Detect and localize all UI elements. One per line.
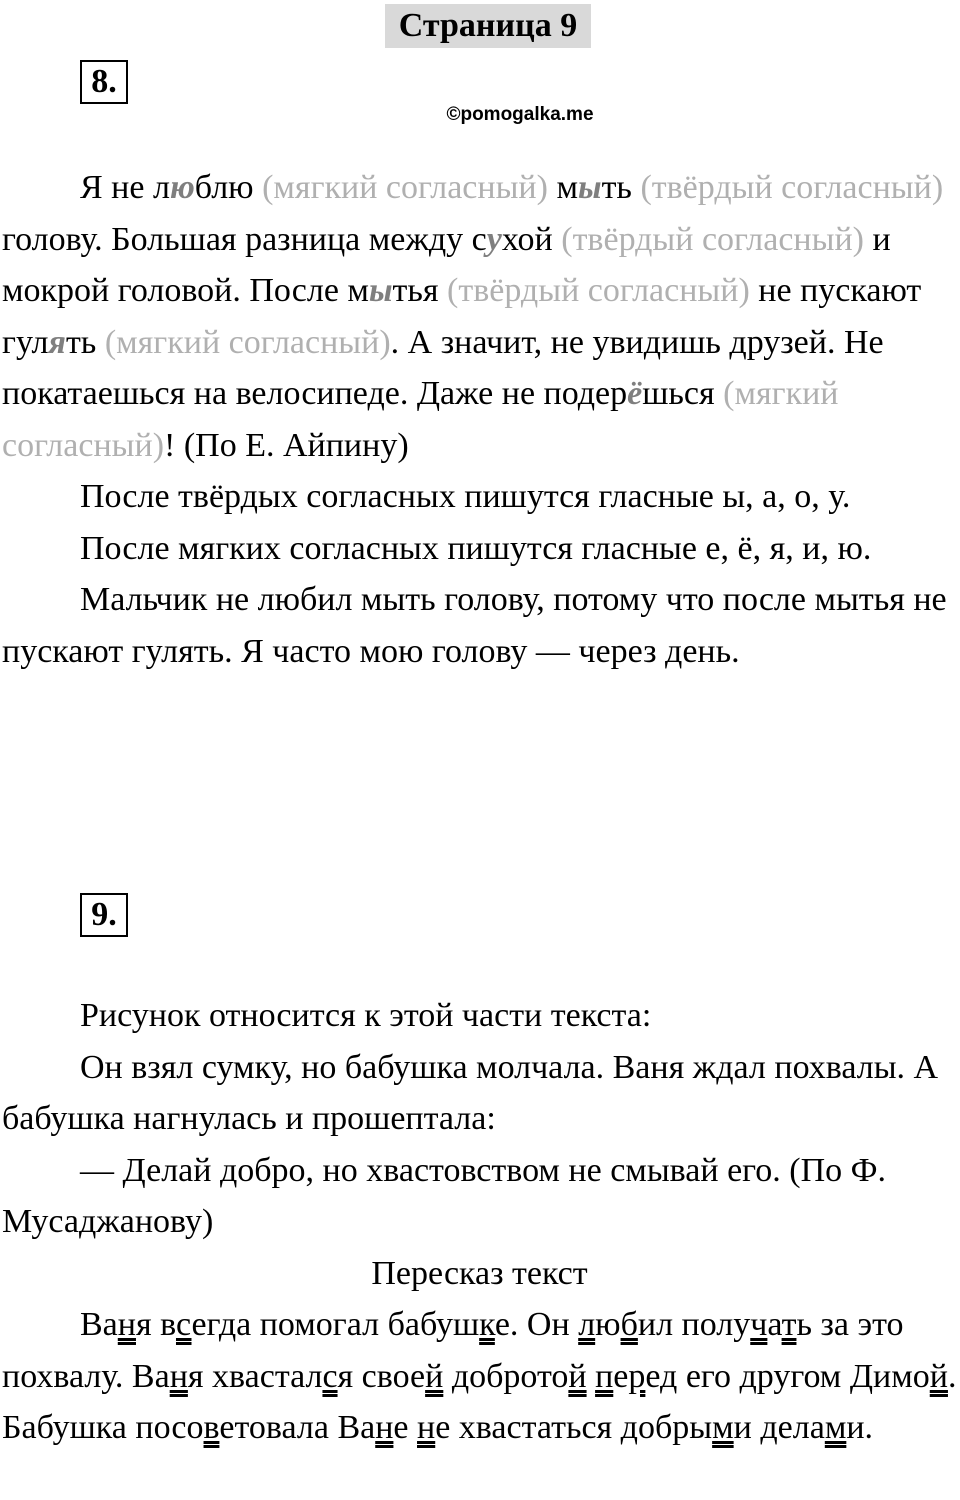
- highlighted-letter: ю: [169, 169, 195, 206]
- text: я свое: [337, 1357, 426, 1395]
- task-9-number: 9.: [80, 893, 128, 937]
- highlighted-letter: у: [486, 220, 502, 258]
- text: Ва: [80, 1306, 118, 1343]
- text: етовала Ва: [219, 1409, 376, 1446]
- underlined-letter: р: [628, 1357, 646, 1395]
- retell-paragraph: [2, 1299, 957, 1454]
- highlighted-letter: ы: [368, 272, 393, 309]
- task-8-number: 8.: [80, 60, 128, 104]
- task-9-text: [2, 990, 957, 1454]
- text: ела: [777, 1409, 825, 1446]
- page-title: Страница 9: [385, 4, 591, 48]
- text: е хвастаться добры: [435, 1409, 713, 1446]
- text: доброто: [443, 1357, 569, 1395]
- underlined-letter: н: [169, 1357, 188, 1395]
- text: ил полу: [637, 1306, 751, 1343]
- text: е: [613, 1357, 629, 1395]
- text: голову. Большая разница между с: [2, 220, 487, 258]
- text: . А значит, не увидишь друзей. Не покатаешься на велосипеде. Даже не подер: [2, 323, 884, 412]
- text: ь за это похвалу. Ва: [2, 1306, 904, 1395]
- text: ть: [601, 169, 641, 206]
- task-9-paragraph-1: Рисунок относится к этой части текста:: [80, 997, 652, 1034]
- text: е. Он: [494, 1306, 579, 1343]
- text: хой: [501, 220, 562, 258]
- note: (твёрдый согласный): [561, 220, 864, 258]
- task-8-paragraph-4: Мальчик не любил мыть голову, потому что после мытья не пускают гулять. Я часто мою голову — через день.: [2, 581, 947, 670]
- text: имо: [873, 1357, 930, 1395]
- note: (твёрдый согласный): [447, 272, 750, 309]
- text: ед его другом: [645, 1357, 850, 1395]
- highlighted-letter: ы: [577, 169, 602, 206]
- note: (мягкий согласный): [2, 375, 839, 464]
- note: (мягкий согласный): [262, 169, 548, 206]
- underlined-letter: н: [117, 1306, 136, 1343]
- note: (твёрдый согласный): [640, 169, 944, 206]
- highlighted-letter: ё: [627, 375, 643, 412]
- text: Я не л: [80, 169, 170, 206]
- text: блю: [194, 169, 263, 206]
- underlined-letter: в: [203, 1409, 220, 1446]
- text: егда помогал бабуш: [191, 1306, 480, 1343]
- text: и.: [846, 1409, 874, 1446]
- note: (мягкий согласный): [104, 323, 391, 361]
- highlighted-letter: я: [48, 323, 66, 361]
- underlined-letter: т: [781, 1306, 797, 1343]
- text: [587, 1358, 596, 1395]
- text: и: [733, 1409, 761, 1446]
- underlined-letter: й: [568, 1357, 587, 1395]
- task-8-text: [2, 162, 957, 677]
- text: ю: [595, 1306, 621, 1343]
- text: шься: [642, 375, 724, 412]
- text: а: [767, 1306, 782, 1343]
- underlined-letter: н: [417, 1409, 436, 1446]
- task-8-paragraph-3: После мягких согласных пишутся гласные е, ё, я, и, ю.: [80, 529, 872, 567]
- underlined-letter: м: [824, 1409, 847, 1446]
- text: тья: [392, 272, 448, 309]
- text: и мокрой головой. После м: [2, 220, 891, 309]
- underlined-letter: Д: [849, 1357, 874, 1395]
- text: не пускают гул: [2, 272, 922, 361]
- text: . Бабушка посо: [2, 1357, 957, 1446]
- underlined-letter: п: [595, 1357, 614, 1395]
- underlined-letter: с: [322, 1357, 338, 1395]
- text: я хвастал: [187, 1357, 323, 1395]
- underlined-letter: й: [425, 1357, 444, 1395]
- task-8-paragraph-2: После твёрдых согласных пишутся гласные ы, а, о, у.: [80, 478, 851, 515]
- task-9-paragraph-3: — Делай добро, но хвастовством не смывай его. (По Ф. Мусаджанову): [2, 1151, 886, 1240]
- underlined-letter: б: [620, 1306, 638, 1343]
- watermark: ©pomogalka.me: [446, 104, 594, 125]
- underlined-letter: м: [712, 1409, 734, 1446]
- underlined-letter: д: [760, 1409, 778, 1446]
- text: я в: [135, 1306, 176, 1343]
- text: е: [393, 1409, 418, 1446]
- task-8-paragraph-1: [2, 162, 957, 471]
- retell-title: Пересказ текст: [371, 1254, 588, 1292]
- underlined-letter: л: [578, 1306, 596, 1343]
- underlined-letter: н: [375, 1409, 394, 1446]
- text: ! (По Е. Айпину): [164, 426, 409, 464]
- underlined-letter: й: [929, 1357, 948, 1395]
- task-9-paragraph-2: Он взял сумку, но бабушка молчала. Ваня ждал похвалы. А бабушка нагнулась и прошептала:: [2, 1048, 939, 1137]
- underlined-letter: ч: [750, 1306, 768, 1343]
- underlined-letter: с: [175, 1306, 192, 1343]
- text: м: [547, 169, 578, 206]
- underlined-letter: к: [479, 1306, 495, 1343]
- text: ть: [65, 323, 105, 361]
